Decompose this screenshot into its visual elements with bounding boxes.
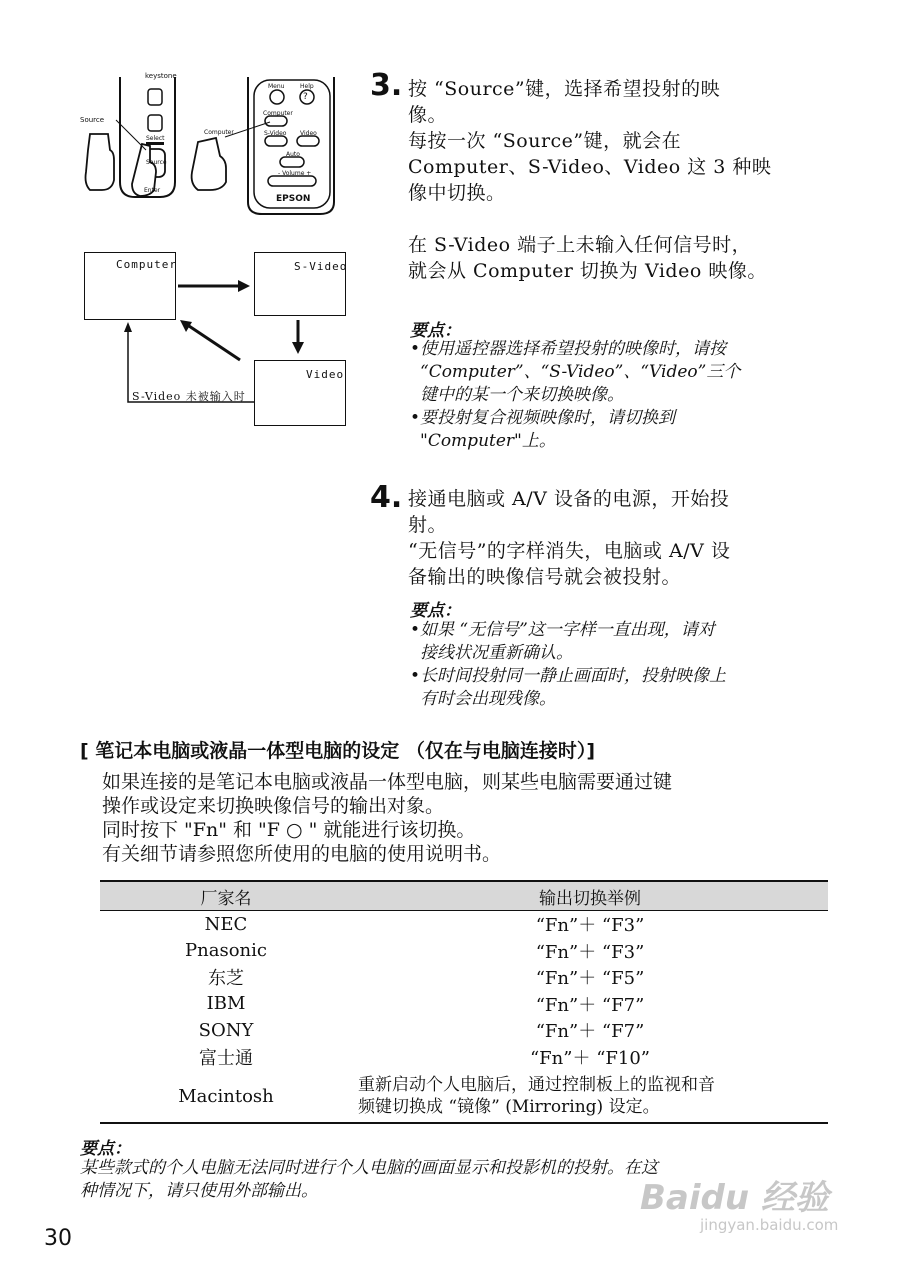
step-3-body — [408, 76, 828, 284]
note-line: 长时间投射同一静止画面时，投射映像上 — [420, 666, 726, 686]
epson-logo: EPSON — [276, 194, 311, 204]
paragraph-line: 操作或设定来切换映像信号的输出对象。 — [102, 795, 445, 817]
step-3-line: 像。 — [408, 104, 448, 126]
example-cell: “Fn”＋ “F7” — [535, 1021, 645, 1043]
example-cell — [352, 1070, 828, 1123]
example-cell: “Fn”＋ “F5” — [535, 968, 645, 990]
step-3-line: 按 “Source”键，选择希望投射的映 — [408, 78, 721, 100]
paragraph-line: 同时按下 "Fn" 和 "F ○ " 就能进行该切换。 — [102, 819, 476, 841]
svideo-button-label[interactable]: S-Video — [264, 130, 287, 137]
note-line: 键中的某一个来切换映像。 — [420, 385, 624, 405]
bottom-note-title: 要点： — [80, 1139, 131, 1159]
step-4-line: “无信号”的字样消失，电脑或 A/V 设 — [408, 540, 731, 562]
watermark-url: jingyan.baidu.com — [700, 1216, 839, 1234]
note-line: 种情况下，请只使用外部输出。 — [80, 1181, 318, 1201]
step-4-line: 接通电脑或 A/V 设备的电源，开始投 — [408, 488, 730, 510]
manufacturer-table — [100, 880, 828, 1124]
computer-label-left: Computer — [204, 129, 234, 136]
step-3-line: Computer、S-Video、Video 这 3 种映 — [408, 156, 772, 178]
section-heading: [ 笔记本电脑或液晶一体型电脑的设定 （仅在与电脑连接时）] — [80, 740, 596, 762]
step-4-note: • 如果 “无信号”这一字样一直出现，请对 接线状况重新确认。 • 长时间投射同一静止画面时，投射映像上 有时会出现残像。 — [410, 619, 830, 711]
maker-cell: IBM — [206, 993, 246, 1015]
step-4-line: 射。 — [408, 514, 448, 536]
watermark-logo: Baidu 经验 — [640, 1178, 829, 1218]
maker-cell: SONY — [198, 1019, 254, 1041]
maker-cell: 东芝 — [208, 968, 244, 990]
maker-cell: 富士通 — [199, 1047, 253, 1069]
step-3-line: 在 S-Video 端子上未输入任何信号时， — [408, 234, 752, 256]
help-label: Help — [300, 83, 314, 90]
menu-label: Menu — [268, 83, 285, 90]
table-row — [100, 938, 828, 965]
header-manufacturer: 厂家名 — [100, 881, 352, 911]
table-row — [100, 1044, 828, 1071]
source-button-label[interactable]: Source — [146, 159, 167, 166]
note-line: 有时会出现残像。 — [420, 689, 556, 709]
select-label: Select — [146, 135, 165, 142]
step-4-line: 备输出的映像信号就会被投射。 — [408, 566, 682, 588]
note-line: 使用遥控器选择希望投射的映像时，请按 — [420, 339, 726, 359]
example-cell: “Fn”＋ “F3” — [535, 915, 645, 937]
table-row — [100, 911, 828, 938]
note-line: 某些款式的个人电脑无法同时进行个人电脑的画面显示和投影机的投射。在这 — [80, 1158, 658, 1178]
example-cell: “Fn”＋ “F7” — [535, 994, 645, 1016]
video-button-label[interactable]: Video — [300, 130, 317, 137]
header-example: 输出切换举例 — [352, 881, 828, 911]
note-line: 接线状况重新确认。 — [420, 643, 573, 663]
table-header-row — [100, 881, 828, 911]
paragraph-line: 有关细节请参照您所使用的电脑的使用说明书。 — [102, 843, 502, 865]
step-3-number: 3. — [370, 68, 403, 103]
step-4-note-title: 要点： — [410, 601, 461, 621]
note-line: “Computer”、“S-Video”、“Video”三个 — [420, 362, 741, 382]
computer-button-label[interactable]: Computer — [263, 110, 293, 117]
maker-cell: NEC — [204, 913, 248, 935]
page-number: 30 — [44, 1226, 72, 1251]
section-paragraph — [102, 770, 822, 866]
note-line: "Computer"上。 — [420, 431, 556, 451]
example-line: 频键切换成 “镜像” (Mirroring) 设定。 — [358, 1097, 660, 1117]
table-row — [100, 991, 828, 1018]
no-input-label: S-Video 未被输入时 — [132, 390, 246, 403]
step-3-note: • 使用遥控器选择希望投射的映像时，请按 “Computer”、“S-Video”、“Video”三个 键中的某一个来切换映像。 • 要投射复合视频映像时，请切换到 "Computer"上。 — [410, 338, 830, 453]
volume-label: - Volume + — [278, 170, 312, 177]
auto-button-label[interactable]: Auto — [286, 151, 300, 158]
source-flow-diagram — [80, 250, 360, 430]
video-box-label: Video — [306, 368, 345, 381]
svideo-box-label: S-Video — [294, 260, 348, 273]
table-row — [100, 1017, 828, 1044]
remote-illustration — [80, 72, 340, 220]
note-line: 要投射复合视频映像时，请切换到 — [420, 408, 675, 428]
note-line: 如果 “无信号”这一字样一直出现，请对 — [420, 620, 715, 640]
step-3-note-title: 要点： — [410, 321, 461, 341]
step-3-line: 每按一次 “Source”键，就会在 — [408, 130, 682, 152]
source-label-left: Source — [80, 116, 105, 124]
help-icon: ? — [303, 92, 308, 102]
step-3-line: 像中切换。 — [408, 182, 506, 204]
computer-box-label: Computer — [116, 258, 177, 271]
maker-cell: Macintosh — [100, 1070, 352, 1123]
table-row — [100, 964, 828, 991]
table-row — [100, 1070, 828, 1123]
example-line: 重新启动个人电脑后，通过控制板上的监视和音 — [358, 1075, 715, 1095]
step-4-number: 4. — [370, 480, 403, 515]
enter-label: Enter — [144, 187, 161, 194]
example-cell: “Fn”＋ “F3” — [535, 941, 645, 963]
maker-cell: Pnasonic — [185, 940, 267, 962]
step-3-line: 就会从 Computer 切换为 Video 映像。 — [408, 260, 767, 282]
paragraph-line: 如果连接的是笔记本电脑或液晶一体型电脑，则某些电脑需要通过键 — [102, 771, 673, 793]
keystone-label: keystone — [145, 72, 177, 80]
step-4-body — [408, 486, 828, 590]
example-cell: “Fn”＋ “F10” — [529, 1047, 650, 1069]
